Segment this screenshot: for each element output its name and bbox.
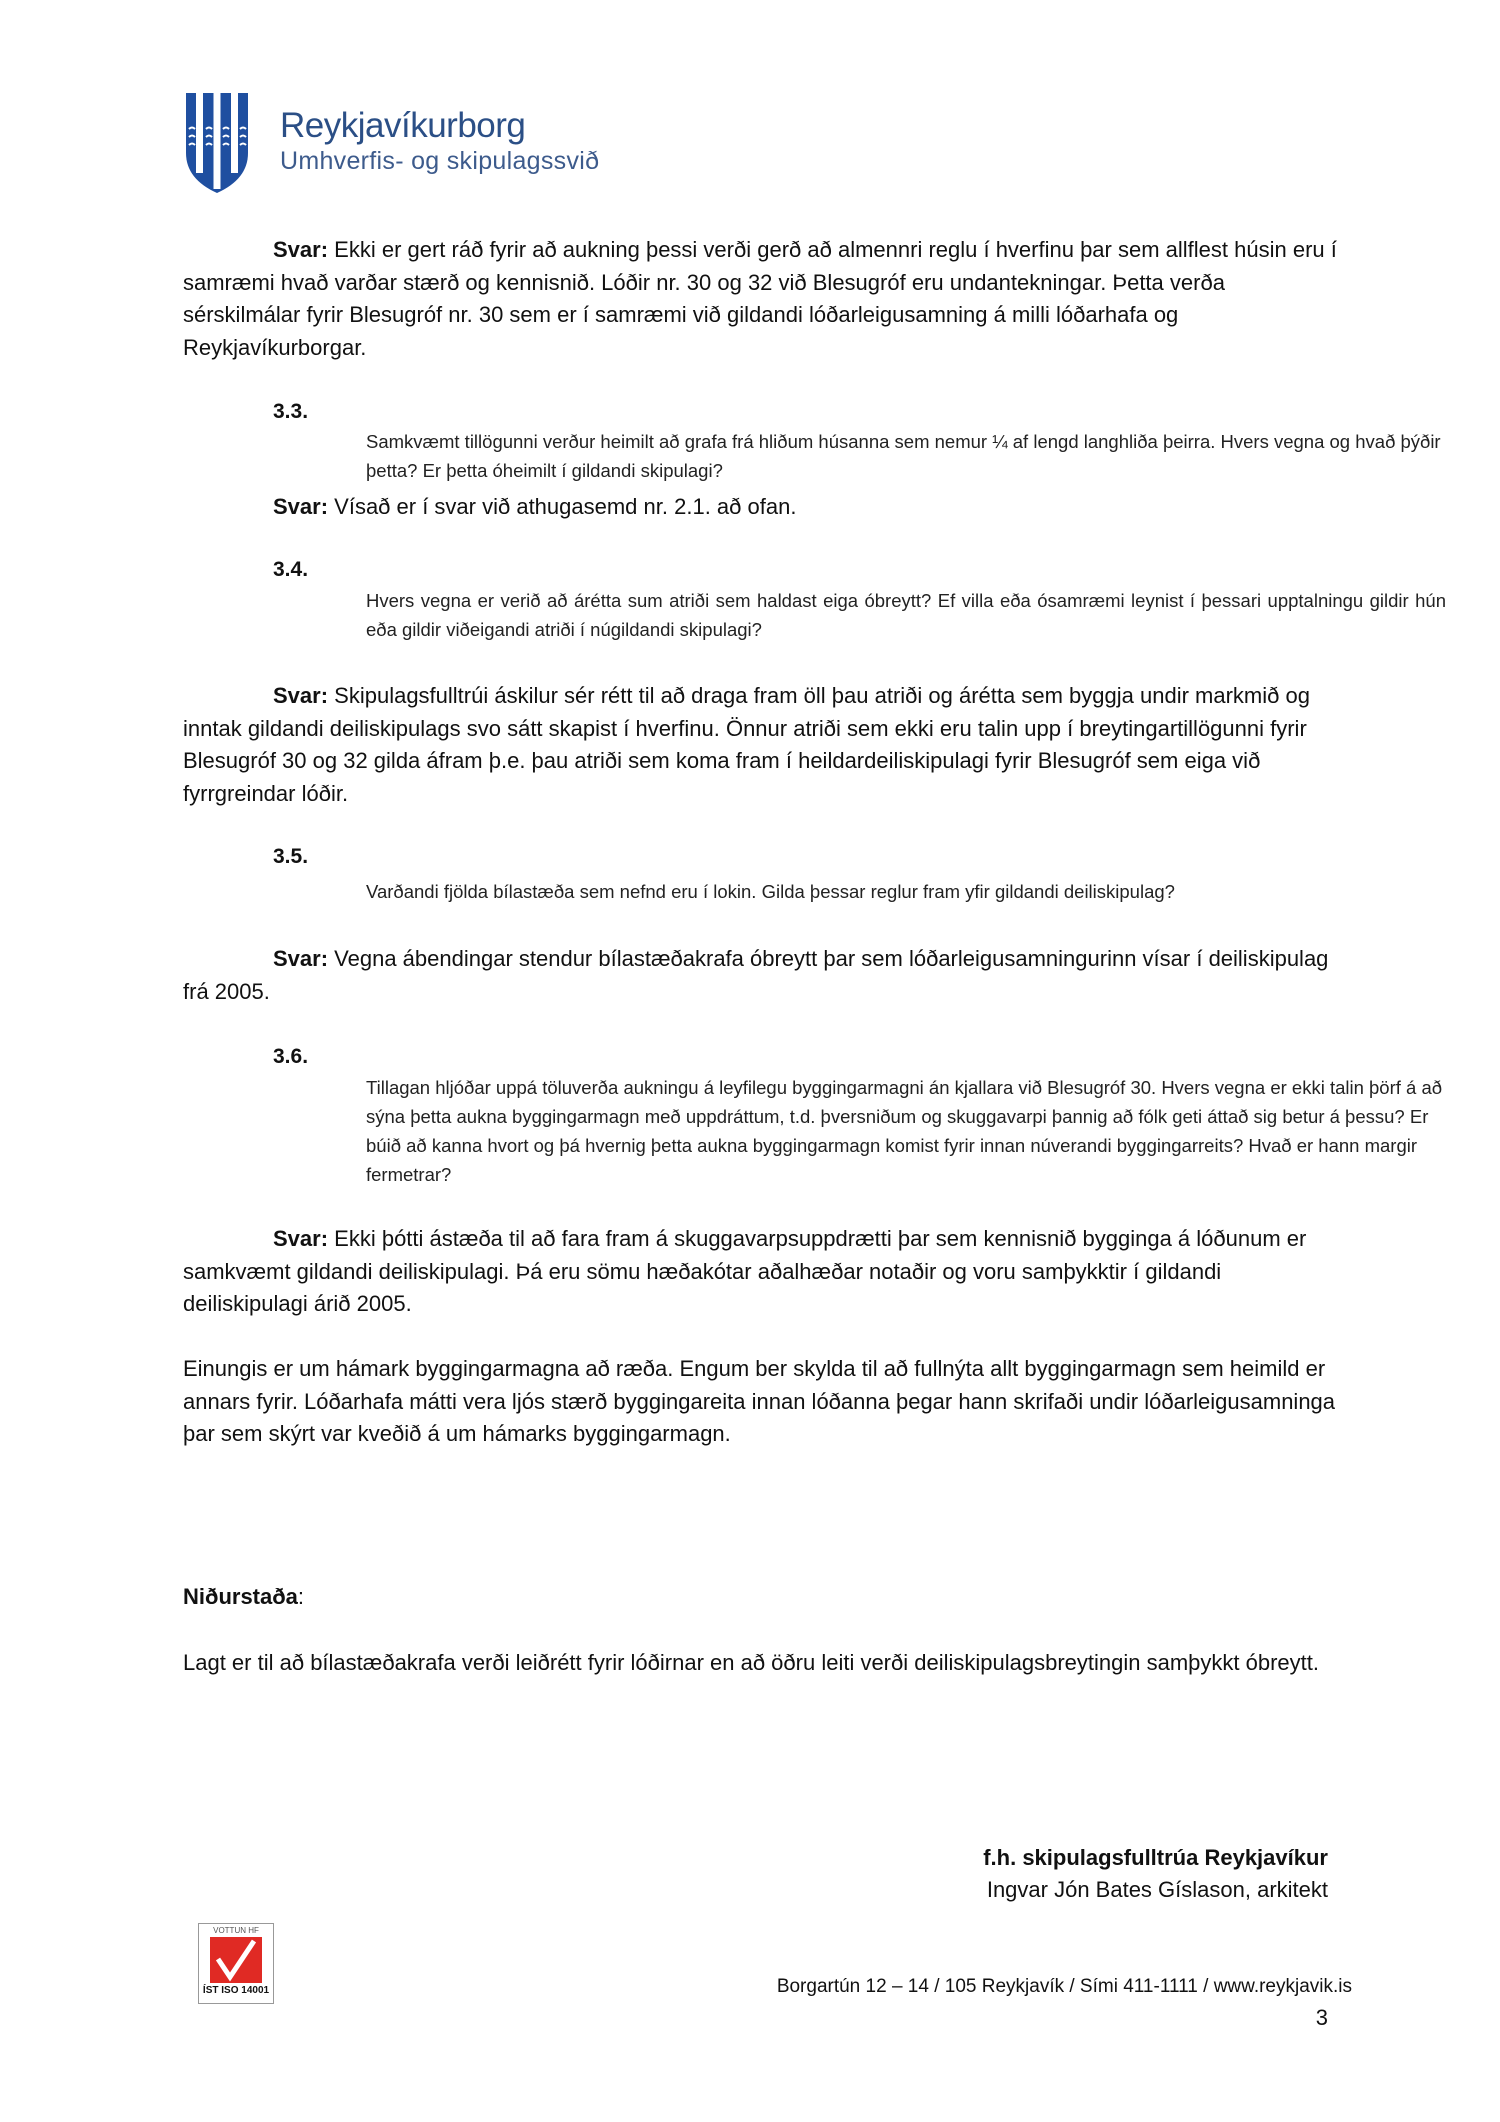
- reykjavik-coat-of-arms-logo: [184, 91, 250, 195]
- answer-paragraph: [183, 1223, 1343, 1321]
- iso-certification-logo: [198, 1923, 274, 2004]
- conclusion-colon: :: [297, 1584, 305, 1609]
- answer-text: Vísað er í svar við athugasemd nr. 2.1. að ofan.: [328, 494, 797, 519]
- answer-text: Ekki þótti ástæða til að fara fram á skuggavarpsuppdrætti þar sem kennisnið bygginga á lóðunum er samkvæmt gildandi deiliskipulagi. Þá eru sömu hæðakótar aðalhæðar notaðir og voru samþykktir í gildandi deiliskipulagi árið 2005.: [183, 1226, 1307, 1316]
- item-question: Samkvæmt tillögunni verður heimilt að grafa frá hliðum húsanna sem nemur ¼ af lengd langhliða þeirra. Hvers vegna og hvað þýðir þetta? Er þetta óheimilt í gildandi skipulagi?: [366, 431, 1441, 481]
- signature-title: f.h. skipulagsfulltrúa Reykjavíkur: [983, 1845, 1328, 1870]
- answer-label: Svar:: [273, 494, 329, 519]
- answer-label: Svar:: [273, 1226, 329, 1251]
- cert-bottom-text: ÍST ISO 14001: [202, 1985, 270, 1996]
- item-question: Hvers vegna er verið að árétta sum atriði sem haldast eiga óbreytt? Ef villa eða ósamræmi leynist í þessari upptalningu gildir hún eða gildir viðeigandi atriði í núgildandi skipulagi?: [366, 590, 1446, 640]
- conclusion-text: Lagt er til að bílastæðakrafa verði leiðrétt fyrir lóðirnar en að öðru leiti verði deiliskipulagsbreytingin samþykkt óbreytt.: [183, 1650, 1319, 1675]
- conclusion-heading-text: Niðurstaða: [183, 1584, 298, 1609]
- conclusion-heading: [183, 1581, 1343, 1614]
- item-question: Varðandi fjölda bílastæða sem nefnd eru í lokin. Gilda þessar reglur fram yfir gildandi deiliskipulag?: [366, 881, 1175, 902]
- logo-title: Reykjavíkurborg: [280, 106, 526, 145]
- answer-paragraph: [183, 943, 1343, 1008]
- item-number: 3.6.: [273, 1045, 309, 1068]
- signature-name: Ingvar Jón Bates Gíslason, arkitekt: [986, 1877, 1328, 1902]
- item-number: 3.5.: [273, 845, 309, 868]
- answer-paragraph: [183, 234, 1343, 364]
- answer-label: Svar:: [273, 237, 329, 262]
- answer-paragraph: [273, 491, 1433, 524]
- answer-label: Svar:: [273, 683, 329, 708]
- answer-paragraph: [183, 680, 1343, 810]
- footer-address: Borgartún 12 – 14 / 105 Reykjavík / Sími 411-1111 / www.reykjavik.is: [776, 1976, 1352, 1997]
- item-number: 3.3.: [273, 400, 309, 423]
- answer-text: Vegna ábendingar stendur bílastæðakrafa óbreytt þar sem lóðarleigusamningurinn vísar í deiliskipulag frá 2005.: [183, 946, 1329, 1004]
- page-number: 3: [1315, 2005, 1328, 2030]
- cert-top-text: VOTTUN HF: [213, 1926, 259, 1935]
- answer-text: Skipulagsfulltrúi áskilur sér rétt til að draga fram öll þau atriði og árétta sem byggja undir markmið og inntak gildandi deiliskipulags svo sátt skapist í hverfinu. Önnur atriði sem ekki eru talin upp í breytingartillögunni fyrir Blesugróf 30 og 32 gilda áfram þ.e. þau atriði sem koma fram í heildardeiliskipulagi fyrir Blesugróf sem eiga við fyrrgreindar lóðir.: [183, 683, 1310, 806]
- checkmark-icon: [210, 1937, 262, 1983]
- logo-subtitle: Umhverfis- og skipulagssvið: [280, 147, 600, 175]
- answer-text: Ekki er gert ráð fyrir að aukning þessi verði gerð að almennri reglu í hverfinu þar sem allflest húsin eru í samræmi hvað varðar stærð og kennisnið. Lóðir nr. 30 og 32 við Blesugróf eru undantekningar. Þetta verða sérskilmálar fyrir Blesugróf nr. 30 sem er í samræmi við gildandi lóðarleigusamning á milli lóðarhafa og Reykjavíkurborgar.: [183, 237, 1337, 360]
- answer-label: Svar:: [273, 946, 329, 971]
- item-question: Tillagan hljóðar uppá töluverða aukningu á leyfilegu byggingarmagni án kjallara við Blesugróf 30. Hvers vegna er ekki talin þörf á að sýna þetta aukna byggingarmagn með uppdráttum, t.d. þversniðum og skuggavarpi þannig að fólk geti áttað sig betur á þessu? Er búið að kanna hvort og þá hvernig þetta aukna byggingarmagn komist fyrir innan núverandi byggingarreits? Hvað er hann margir fermetrar?: [366, 1077, 1443, 1185]
- extra-paragraph: Einungis er um hámark byggingarmagna að ræða. Engum ber skylda til að fullnýta allt byggingarmagn sem heimild er annars fyrir. Lóðarhafa mátti vera ljós stærð byggingareita innan lóðanna þegar hann skrifaði undir lóðarleigusamninga þar sem skýrt var kveðið á um hámarks byggingarmagn.: [183, 1356, 1336, 1446]
- item-number: 3.4.: [273, 558, 309, 581]
